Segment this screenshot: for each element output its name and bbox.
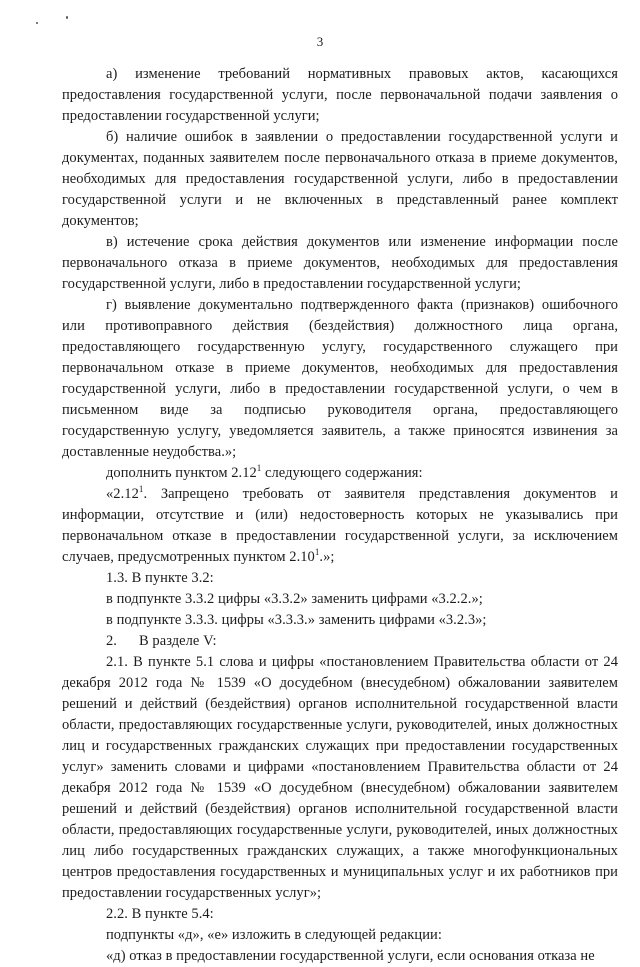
document-body: [62, 64, 618, 967]
paragraph-b: б) наличие ошибок в заявлении о предоставлении государственной услуги и документах, поданных заявителем после первоначального отказа в приеме документов, необходимых для предоставления государственной услуги, либо в предоставлении государственной услуги и не включенных в представленный ранее комплект документов;: [62, 129, 618, 229]
superscript: 1: [138, 484, 144, 495]
scan-speck: [66, 16, 68, 19]
paragraph-add-point: [62, 463, 618, 484]
paragraph-subpoints: подпункты «д», «е» изложить в следующей редакции:: [106, 927, 442, 943]
superscript: 1: [314, 547, 320, 558]
paragraph-3-3-3: в подпункте 3.3.3. цифры «3.3.3.» заменить цифрами «3.2.3»;: [106, 612, 487, 628]
add-point-text: дополнить пунктом 2.12: [106, 465, 257, 481]
paragraph-2-2: 2.2. В пункте 5.4:: [106, 906, 214, 922]
scan-speck: [36, 22, 38, 24]
paragraph-2-12-1: [62, 484, 618, 568]
add-point-tail: следующего содержания:: [261, 465, 423, 481]
paragraph-section-v: 2. В разделе V:: [106, 633, 217, 649]
paragraph-g: г) выявление документально подтвержденного факта (признаков) ошибочного или противоправного действия (бездействия) должностного лица органа, предоставляющего государственную услугу, государственного служащего при первоначальном отказе в приеме документов, необходимых для предоставления государственной услуги, либо в предоставлении государственной услуги, о чем в письменном виде за подписью руководителя органа, предоставляющего государственную услугу, уведомляется заявитель, а также приносятся извинения за доставленные неудобства.»;: [62, 297, 618, 460]
paragraph-3-3-2: в подпункте 3.3.2 цифры «3.3.2» заменить цифрами «3.2.2.»;: [106, 591, 483, 607]
page-number: 3: [316, 34, 324, 49]
superscript: 1: [256, 463, 262, 474]
clause-text: . Запрещено требовать от заявителя представления документов и информации, отсутствие и (или) недостоверность которых не указывались при первоначальном отказе в предоставлении государственной услуги, за исключением случаев, предусмотренных пунктом 2.10: [62, 486, 618, 565]
clause-number: «2.12: [106, 486, 139, 502]
paragraph-v: в) истечение срока действия документов или изменение информации после первоначального отказа в приеме документов, необходимых для предоставления государственной услуги, либо в предоставлении государственной услуги;: [62, 234, 618, 292]
clause-tail: .»;: [319, 549, 335, 565]
paragraph-2-1: 2.1. В пункте 5.1 слова и цифры «постановлением Правительства области от 24 декабря 2012 года № 1539 «О досудебном (внесудебном) обжаловании заявителем решений и действий (бездействия) органов исполнительной государственной власти области, предоставляющих государственные услуги, руководителей, иных должностных лиц и государственных гражданских служащих при предоставлении государственных услуг» заменить словами и цифрами «постановлением Правительства области от 24 декабря 2012 года № 1539 «О досудебном (внесудебном) обжаловании заявителем решений и действий (бездействия) органов исполнительной государственной власти области, предоставляющих государственные услуги, руководителей, иных должностных лиц либо государственных гражданских служащих, а также многофункциональных центров предоставления государственных и муниципальных услуг и их работников при предоставлении государственных услуг»;: [62, 654, 618, 901]
paragraph-a: а) изменение требований нормативных правовых актов, касающихся предоставления государственной услуги, после первоначальной подачи заявления о предоставлении государственной услуги;: [62, 66, 618, 124]
paragraph-1-3: 1.3. В пункте 3.2:: [106, 570, 214, 586]
paragraph-d: «д) отказ в предоставлении государственной услуги, если основания отказа не: [106, 948, 595, 964]
